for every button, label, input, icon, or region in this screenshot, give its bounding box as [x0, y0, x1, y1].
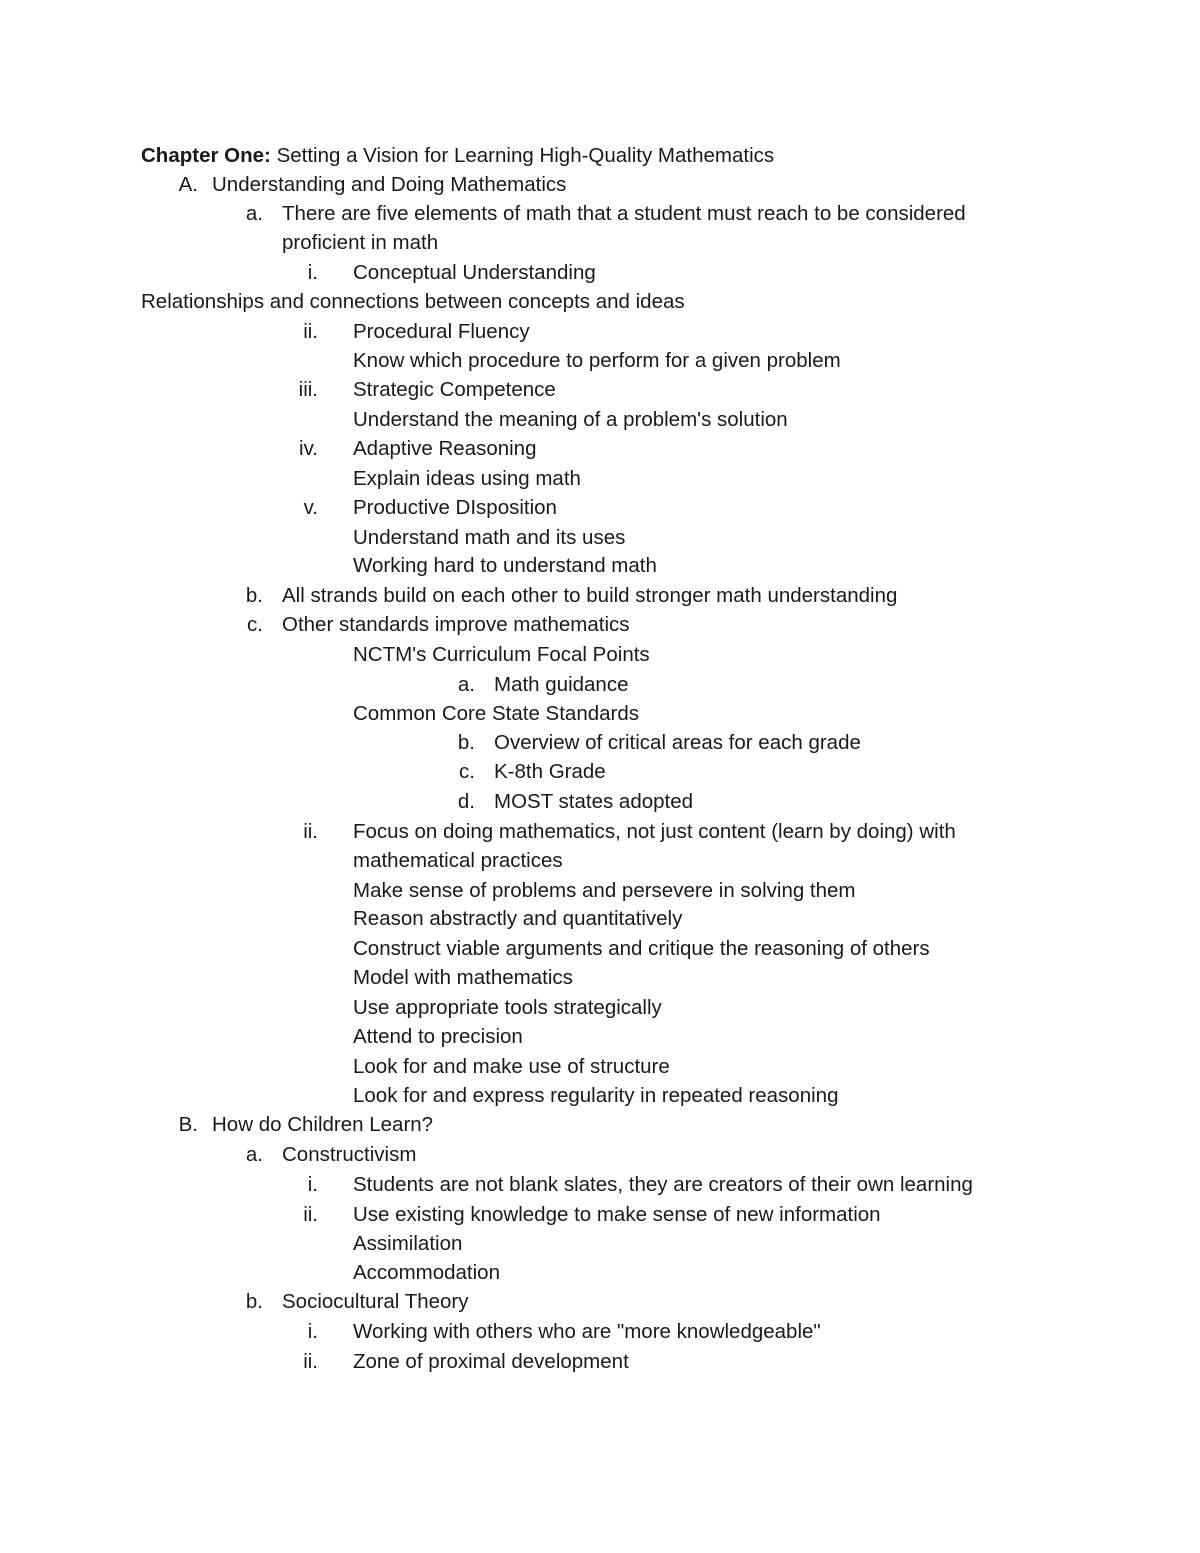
- outline-item: [0, 993, 1200, 1023]
- outline-marker: d.: [457, 790, 475, 813]
- outline-marker: A.: [178, 173, 198, 196]
- outline-item: [0, 1081, 1200, 1111]
- outline-marker: b.: [245, 1290, 263, 1313]
- outline-marker: c.: [247, 613, 263, 636]
- outline-item: [0, 699, 1200, 729]
- outline-text: Construct viable arguments and critique the reasoning of others: [353, 937, 930, 960]
- outline-item: [0, 1258, 1200, 1288]
- outline-item: [0, 934, 1200, 964]
- outline-text: Constructivism: [282, 1143, 417, 1166]
- outline-text: Accommodation: [353, 1261, 500, 1284]
- outline-item: [0, 670, 1200, 700]
- outline-text: Sociocultural Theory: [282, 1290, 469, 1313]
- outline-text: Math guidance: [494, 673, 629, 696]
- outline-text: Know which procedure to perform for a given problem: [353, 349, 841, 372]
- outline-item: [0, 1287, 1200, 1317]
- outline-item: [0, 493, 1200, 523]
- outline-text: Relationships and connections between concepts and ideas: [141, 290, 685, 313]
- outline-item: [0, 728, 1200, 758]
- outline-text: Strategic Competence: [353, 378, 556, 401]
- outline-item: [0, 287, 1200, 317]
- outline-marker: ii.: [303, 1203, 318, 1226]
- outline-item: [0, 640, 1200, 670]
- outline-item: [0, 846, 1200, 876]
- outline-item: [0, 1229, 1200, 1259]
- outline-text: Adaptive Reasoning: [353, 437, 537, 460]
- outline-item: [0, 817, 1200, 847]
- outline-item: [0, 405, 1200, 435]
- outline-marker: iii.: [298, 378, 318, 401]
- outline-text: There are five elements of math that a student must reach to be considered: [282, 202, 966, 225]
- outline-marker: b.: [457, 731, 475, 754]
- outline-marker: iv.: [299, 437, 318, 460]
- outline-text: Explain ideas using math: [353, 467, 581, 490]
- outline-item: [0, 904, 1200, 934]
- outline-item: [0, 963, 1200, 993]
- outline-marker: i.: [307, 1320, 318, 1343]
- outline-text: MOST states adopted: [494, 790, 694, 813]
- outline-text: Productive DIsposition: [353, 496, 557, 519]
- outline-text: Assimilation: [353, 1232, 463, 1255]
- outline-text: Students are not blank slates, they are creators of their own learning: [353, 1173, 973, 1196]
- outline-item: [0, 1317, 1200, 1347]
- outline-item: [0, 199, 1200, 229]
- outline-text: Conceptual Understanding: [353, 261, 596, 284]
- outline-item: [0, 258, 1200, 288]
- outline-item: [0, 1170, 1200, 1200]
- outline-item: [0, 1140, 1200, 1170]
- outline-item: [0, 1022, 1200, 1052]
- outline-item: [0, 346, 1200, 376]
- outline-text: NCTM's Curriculum Focal Points: [353, 643, 650, 666]
- outline-item: [0, 610, 1200, 640]
- outline-text: Use existing knowledge to make sense of new information: [353, 1203, 881, 1226]
- outline-marker: i.: [307, 261, 318, 284]
- outline-text: mathematical practices: [353, 849, 563, 872]
- outline-item: [0, 375, 1200, 405]
- chapter-title-text: Setting a Vision for Learning High-Quality Mathematics: [276, 144, 775, 167]
- chapter-label: Chapter One:: [141, 144, 271, 167]
- outline-item: [0, 317, 1200, 347]
- outline-text: Common Core State Standards: [353, 702, 639, 725]
- outline-text: Attend to precision: [353, 1025, 523, 1048]
- outline-marker: B.: [178, 1113, 198, 1136]
- outline-text: Make sense of problems and persevere in solving them: [353, 879, 856, 902]
- outline-item-B: [0, 1110, 1200, 1140]
- outline-item: [0, 876, 1200, 906]
- outline-text: Model with mathematics: [353, 966, 573, 989]
- outline-text: Overview of critical areas for each grade: [494, 731, 861, 754]
- outline-text: How do Children Learn?: [212, 1113, 434, 1136]
- outline-marker: ii.: [303, 820, 318, 843]
- outline-item: [0, 228, 1200, 258]
- outline-text: Use appropriate tools strategically: [353, 996, 662, 1019]
- outline-marker: i.: [307, 1173, 318, 1196]
- outline-item-A: [0, 170, 1200, 200]
- outline-text: Other standards improve mathematics: [282, 613, 630, 636]
- outline-text: Reason abstractly and quantitatively: [353, 907, 683, 930]
- outline-item: [0, 787, 1200, 817]
- outline-marker: a.: [245, 1143, 263, 1166]
- outline-item: [0, 434, 1200, 464]
- outline-text: Understand math and its uses: [353, 526, 626, 549]
- outline-marker: a.: [457, 673, 475, 696]
- outline-item: [0, 1347, 1200, 1377]
- outline-item: [0, 464, 1200, 494]
- outline-text: Focus on doing mathematics, not just content (learn by doing) with: [353, 820, 956, 843]
- outline-text: Understand the meaning of a problem's solution: [353, 408, 788, 431]
- outline-text: Look for and express regularity in repeated reasoning: [353, 1084, 839, 1107]
- outline-item: [0, 523, 1200, 553]
- outline-item: [0, 757, 1200, 787]
- outline-item: [0, 581, 1200, 611]
- outline-marker: a.: [245, 202, 263, 225]
- outline-text: Look for and make use of structure: [353, 1055, 670, 1078]
- outline-text: K-8th Grade: [494, 760, 606, 783]
- outline-text: proficient in math: [282, 231, 439, 254]
- outline-item: [0, 1052, 1200, 1082]
- outline-marker: b.: [245, 584, 263, 607]
- outline-marker: c.: [459, 760, 475, 783]
- chapter-title: [0, 141, 1200, 171]
- outline-marker: ii.: [303, 1350, 318, 1373]
- outline-text: All strands build on each other to build stronger math understanding: [282, 584, 898, 607]
- outline-item: [0, 551, 1200, 581]
- outline-text: Zone of proximal development: [353, 1350, 629, 1373]
- outline-text: Procedural Fluency: [353, 320, 530, 343]
- outline-marker: v.: [303, 496, 318, 519]
- outline-text: Working hard to understand math: [353, 554, 657, 577]
- outline-text: Understanding and Doing Mathematics: [212, 173, 567, 196]
- outline-marker: ii.: [303, 320, 318, 343]
- outline-item: [0, 1200, 1200, 1230]
- outline-text: Working with others who are "more knowledgeable": [353, 1320, 821, 1343]
